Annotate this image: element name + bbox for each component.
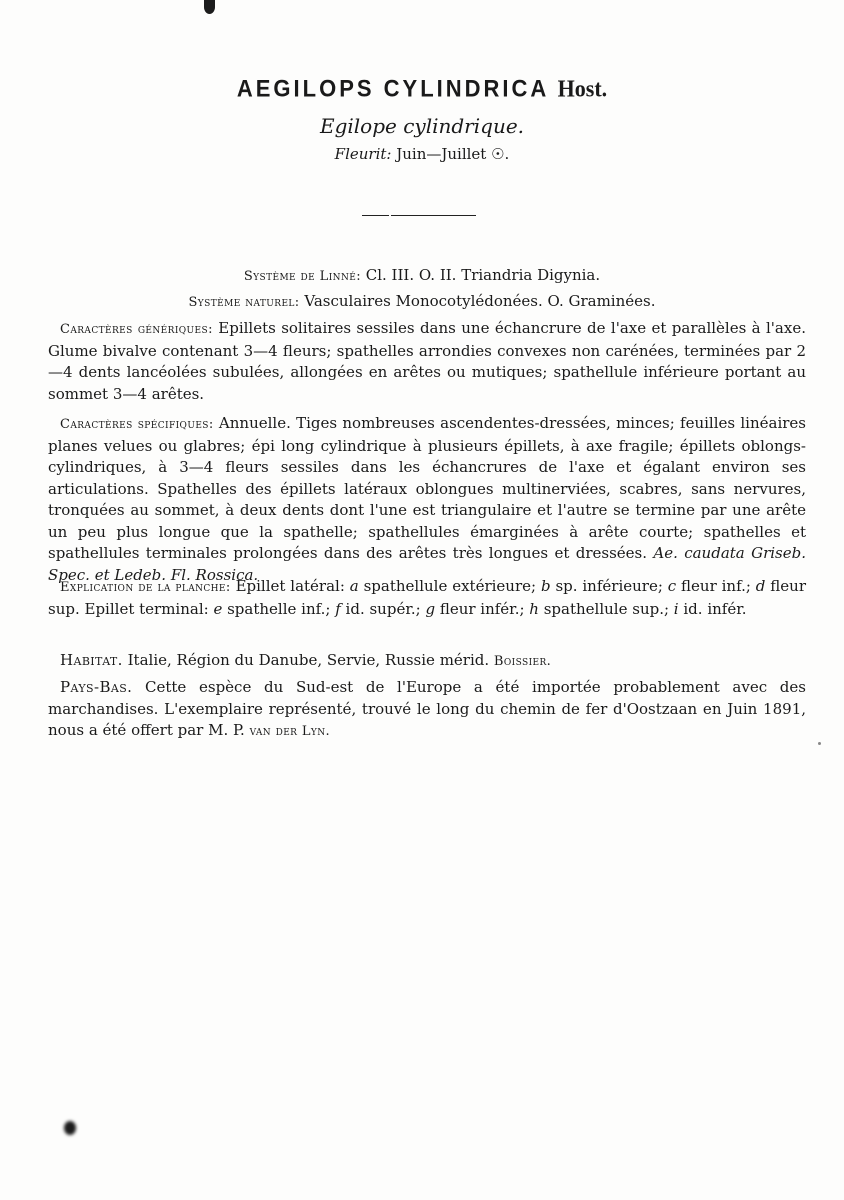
explanation-fragment: id. supér.; <box>340 599 426 618</box>
explanation-label: Explication de la planche: <box>60 580 231 595</box>
netherlands-note <box>48 677 806 743</box>
plate-letter-ref: d <box>755 577 766 595</box>
habitat-label: Habitat. <box>60 651 123 669</box>
specific-characters <box>48 413 806 586</box>
explanation-fragment: spathellule extérieure; <box>358 577 541 595</box>
explanation-fragment: Epillet latéral: <box>235 577 350 595</box>
species-author: Host. <box>557 74 608 103</box>
flowering-line <box>0 145 844 163</box>
linne-value: Cl. III. O. II. Triandria Digynia. <box>365 266 601 284</box>
plate-letter-ref: h <box>529 599 539 618</box>
explanation-fragment: spathellule sup.; <box>538 599 674 618</box>
explanation-fragment: fleur sup. Epillet terminal: <box>48 577 806 618</box>
divider-rule <box>362 215 389 216</box>
species-title <box>0 75 844 104</box>
ink-speck <box>818 742 821 745</box>
habitat-source: Boissier. <box>493 654 552 669</box>
plate-letter-ref: c <box>667 577 677 595</box>
netherlands-label: Pays-Bas. <box>60 678 133 696</box>
explanation-fragment: spathelle inf.; <box>222 599 336 618</box>
generic-label: Caractères génériques: <box>60 322 213 337</box>
natural-value: Vasculaires Monocotylédonées. O. Graminées. <box>304 292 656 310</box>
habitat <box>48 650 806 673</box>
plate-letter-ref: i <box>673 599 679 618</box>
natural-label: Système naturel: <box>188 295 300 310</box>
flowering-value: Juin—Juillet ☉. <box>396 145 510 163</box>
generic-text: Epillets solitaires sessiles dans une échancrure de l'axe et parallèles à l'axe. Glume bivalve contenant 3—4 fleurs; spathelles arrondies convexes non carénées, terminées par 2—4 dents lancéolées subulées, allongées en arêtes ou mutiques; spathellule inférieure portant au sommet 3—4 arêtes. <box>48 319 806 403</box>
plate-letter-ref: b <box>540 577 551 595</box>
linne-label: Système de Linné: <box>243 269 361 284</box>
plate-explanation <box>48 576 806 620</box>
netherlands-donor: van der Lyn. <box>249 724 331 739</box>
explanation-fragment: fleur infér.; <box>435 599 530 618</box>
flowering-label: Fleurit: <box>334 145 392 163</box>
explanation-fragment: id. infér. <box>678 599 747 618</box>
ink-blot <box>204 0 215 14</box>
common-name: Egilope cylindrique. <box>319 114 525 138</box>
linne-system-line <box>0 266 844 284</box>
explanation-fragment: sp. inférieure; <box>550 577 668 595</box>
plate-letter-ref: e <box>213 599 223 618</box>
plate-letter-ref: a <box>349 577 359 595</box>
natural-system-line <box>0 292 844 310</box>
specific-label: Caractères spécifiques: <box>60 417 214 432</box>
divider-rule <box>391 215 476 216</box>
habitat-text: Italie, Région du Danube, Servie, Russie mérid. <box>127 651 490 669</box>
explanation-fragment: fleur inf.; <box>676 577 756 595</box>
generic-characters <box>48 318 806 405</box>
species-name: AEGILOPS CYLINDRICA <box>236 74 549 103</box>
specific-reference: Ae. caudata Griseb. Spec. et Ledeb. Fl. Rossica. <box>48 544 806 584</box>
plate-letter-ref: f <box>335 599 341 618</box>
plate-letter-ref: g <box>425 599 436 618</box>
netherlands-text: Cette espèce du Sud-est de l'Europe a été importée probablement avec des marchandises. L'exemplaire représenté, trouvé le long du chemin de fer d'Oostzaan en Juin 1891, nous a été offert par M. P. <box>48 678 806 739</box>
specific-text: Annuelle. Tiges nombreuses ascendentes-dressées, minces; feuilles linéaires planes velues ou glabres; épi long cylindrique à plusieurs épillets, à axe fragile; épillets oblongs-cylindriques, à 3—4 fleurs sessiles dans les échancrures de l'axe et égalant environ ses articulations. Spathelles des épillets latéraux oblongues multinerviées, scabres, sans nervures, tronquées au sommet, à deux dents dont l'une est triangulaire et l'autre se termine par une arête un peu plus longue que la spathelle; spathellules émarginées à arête courte; spathelles et spathellules terminales prolongées dans des arêtes très longues et dressées. <box>48 414 806 562</box>
ink-blot <box>64 1121 76 1135</box>
